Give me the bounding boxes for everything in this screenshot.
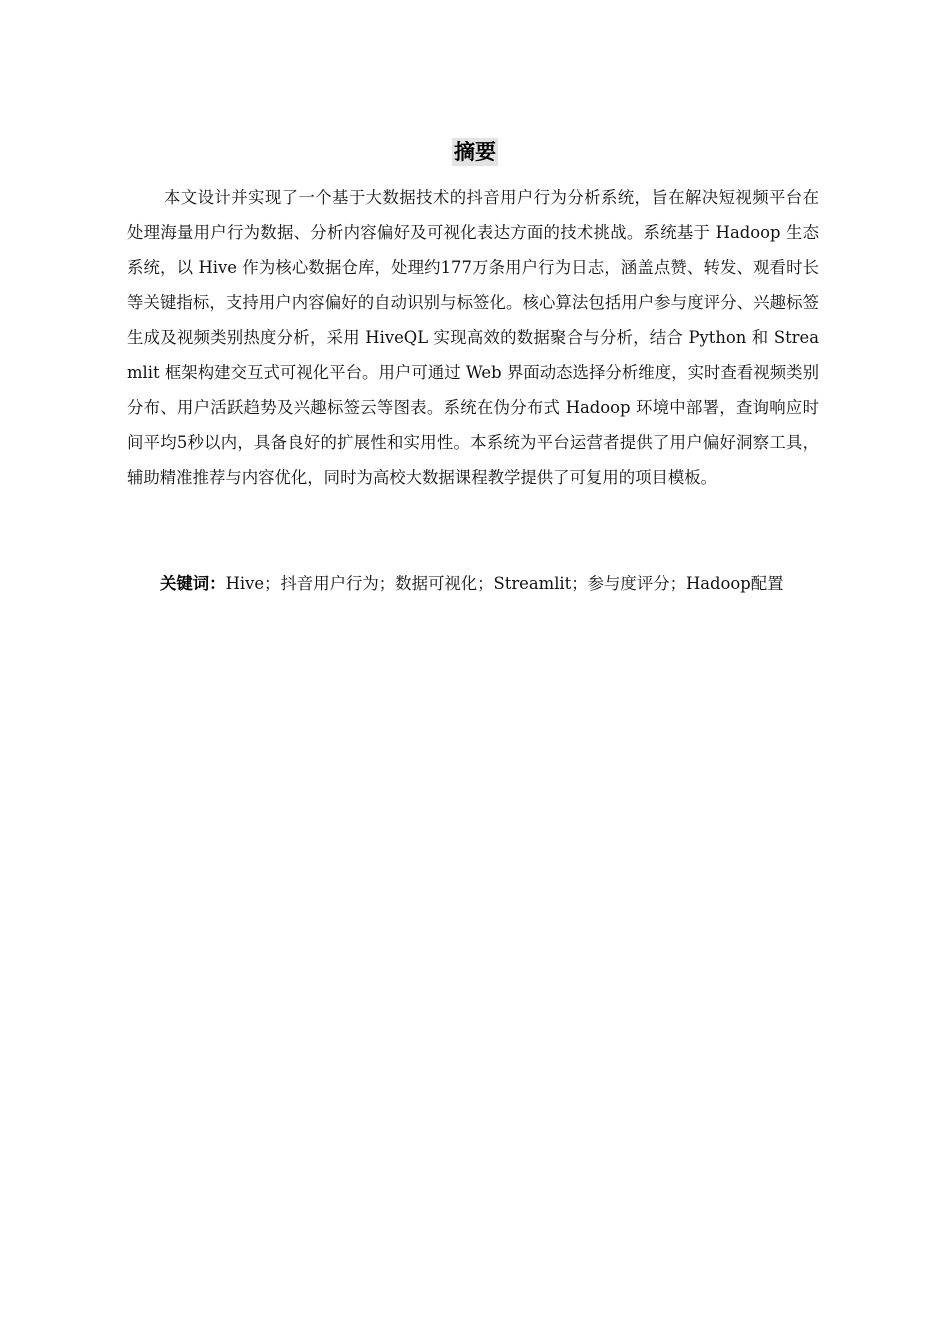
abstract-paragraph: 本文设计并实现了一个基于大数据技术的抖音用户行为分析系统，旨在解决短视频平台在处理海量用户行为数据、分析内容偏好及可视化表达方面的技术挑战。系统基于 Hadoop 生态系统，以 Hive 作为核心数据仓库，处理约177万条用户行为日志，涵盖点赞、转发、观看时长等关键指标，支持用户内容偏好的自动识别与标签化。核心算法包括用户参与度评分、兴趣标签生成及视频类别热度分析，采用 HiveQL 实现高效的数据聚合与分析，结合 Python 和 Streamlit 框架构建交互式可视化平台。用户可通过 Web 界面动态选择分析维度，实时查看视频类别分布、用户活跃趋势及兴趣标签云等图表。系统在伪分布式 Hadoop 环境中部署，查询响应时间平均5秒以内，具备良好的扩展性和实用性。本系统为平台运营者提供了用户偏好洞察工具，辅助精准推荐与内容优化，同时为高校大数据课程教学提供了可复用的项目模板。: [127, 188, 819, 487]
title-container: [0, 138, 950, 166]
keywords-list: Hive；抖音用户行为；数据可视化；Streamlit；参与度评分；Hadoop配置: [225, 574, 784, 593]
page-title: 摘要: [454, 140, 496, 164]
keywords-paragraph: [127, 566, 819, 601]
keywords-label: 关键词：: [160, 574, 226, 593]
